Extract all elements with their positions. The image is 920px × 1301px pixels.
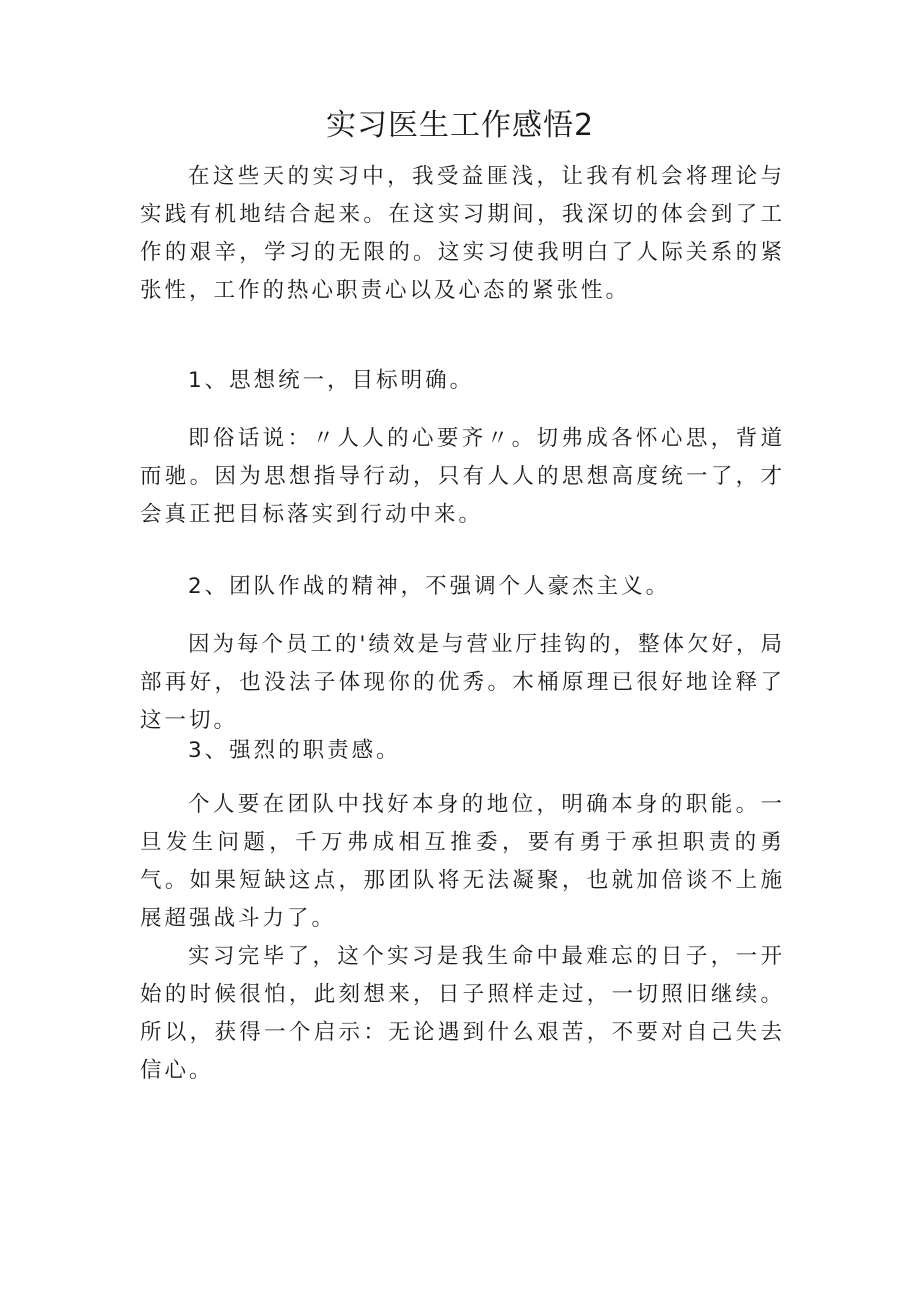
paragraph-section-2: 因为每个员工的'绩效是与营业厅挂钩的，整体欠好，局部再好，也没法子体现你的优秀。木桶原理已很好地诠释了这一切。 — [140, 632, 785, 733]
paragraph-section-1: 即俗话说：〃人人的心要齐〃。切弗成各怀心思，背道而驰。因为思想指导行动，只有人人的思想高度统一了，才会真正把目标落实到行动中来。 — [140, 426, 785, 527]
section-heading-1: 1、思想统一，目标明确。 — [188, 368, 475, 393]
document-title: 实习医生工作感悟2 — [325, 108, 595, 143]
paragraph-section-3: 个人要在团队中找好本身的地位，明确本身的职能。一旦发生问题，千万弗成相互推委，要有勇于承担职责的勇气。如果短缺这点，那团队将无法凝聚，也就加倍谈不上施展超强战斗力了。 — [140, 792, 785, 931]
paragraph-intro: 在这些天的实习中，我受益匪浅，让我有机会将理论与实践有机地结合起来。在这实习期间，我深切的体会到了工作的艰辛，学习的无限的。这实习使我明白了人际关系的紧张性，工作的热心职责心以及心态的紧张性。 — [140, 164, 785, 303]
section-heading-3: 3、强烈的职责感。 — [188, 738, 401, 763]
section-heading-2: 2、团队作战的精神，不强调个人豪杰主义。 — [188, 574, 671, 599]
paragraph-conclusion: 实习完毕了，这个实习是我生命中最难忘的日子，一开始的时候很怕，此刻想来，日子照样走过，一切照旧继续。所以，获得一个启示：无论遇到什么艰苦，不要对自己失去信心。 — [140, 944, 785, 1083]
